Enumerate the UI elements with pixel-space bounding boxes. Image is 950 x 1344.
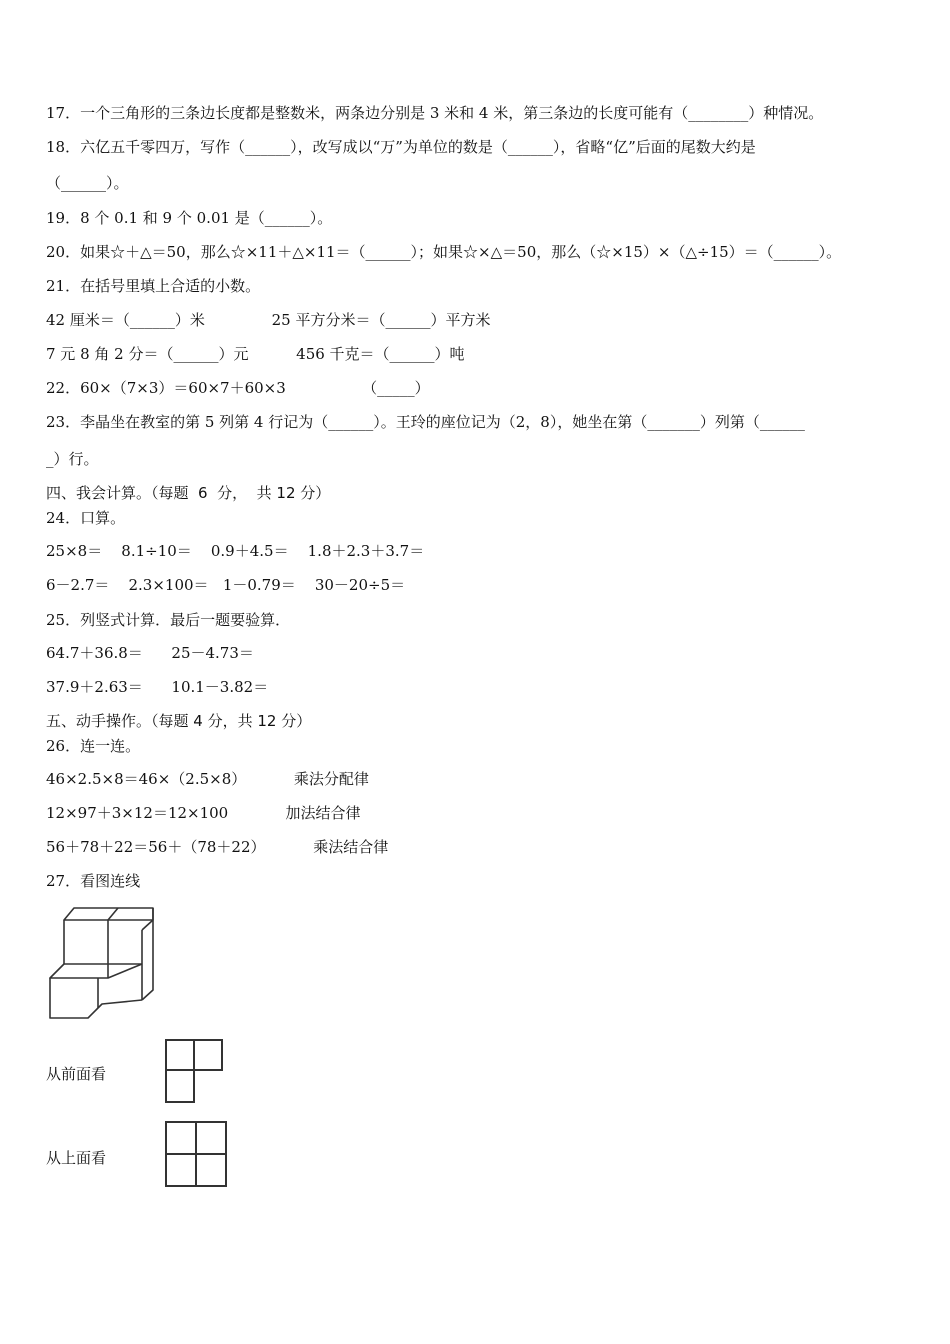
question-24: 24．口算。 xyxy=(46,509,126,527)
question-24-row-2: 6－2.7＝ 2.3×100＝ 1－0.79＝ 30－20÷5＝ xyxy=(46,576,406,594)
question-26: 26．连一连。 xyxy=(46,737,141,755)
question-18-line-2: （______）。 xyxy=(46,174,129,192)
question-25: 25．列竖式计算．最后一题要验算． xyxy=(46,611,291,629)
view-front-label: 从前面看 xyxy=(46,1065,107,1083)
question-19: 19．8 个 0.1 和 9 个 0.01 是（______）。 xyxy=(46,209,333,227)
question-26-row-3: 56＋78＋22＝56＋（78＋22） 乘法结合律 xyxy=(46,838,389,856)
question-23-line-2: _）行。 xyxy=(46,450,99,468)
question-25-row-2: 37.9＋2.63＝ 10.1－3.82＝ xyxy=(46,678,269,696)
question-21: 21．在括号里填上合适的小数。 xyxy=(46,277,261,295)
question-24-row-1: 25×8＝ 8.1÷10＝ 0.9＋4.5＝ 1.8＋2.3＋3.7＝ xyxy=(46,542,425,560)
question-26-row-1: 46×2.5×8＝46×（2.5×8） 乘法分配律 xyxy=(46,770,369,788)
front-view-figure xyxy=(162,1036,226,1106)
section-5-heading: 五、动手操作。（每题 4 分，共 12 分） xyxy=(46,712,312,730)
section-4-heading: 四、我会计算。（每题 6 分， 共 12 分） xyxy=(46,484,331,502)
question-23-line-1: 23．李晶坐在教室的第 5 列第 4 行记为（______）。王玲的座位记为（2，8），她坐在第（_______）列第（______ xyxy=(46,413,805,431)
question-21-row-2: 7 元 8 角 2 分＝（______）元 456 千克＝（______）吨 xyxy=(46,345,465,363)
question-25-row-1: 64.7＋36.8＝ 25－4.73＝ xyxy=(46,644,254,662)
top-view-figure xyxy=(162,1118,230,1190)
cube-stack-figure xyxy=(44,904,158,1022)
question-26-row-2: 12×97＋3×12＝12×100 加法结合律 xyxy=(46,804,361,822)
question-22: 22．60×（7×3）＝60×7＋60×3 （_____） xyxy=(46,379,430,397)
question-20: 20．如果☆＋△＝50，那么☆×11＋△×11＝（______）；如果☆×△＝50，那么（☆×15）×（△÷15）＝（______）。 xyxy=(46,243,842,261)
view-top-label: 从上面看 xyxy=(46,1149,107,1167)
question-18-line-1: 18．六亿五千零四万，写作（______），改写成以“万”为单位的数是（______），省略“亿”后面的尾数大约是 xyxy=(46,138,756,156)
question-17: 17．一个三角形的三条边长度都是整数米，两条边分别是 3 米和 4 米，第三条边的长度可能有（________）种情况。 xyxy=(46,104,824,122)
question-27: 27．看图连线 xyxy=(46,872,141,890)
question-21-row-1: 42 厘米＝（______）米 25 平方分米＝（______）平方米 xyxy=(46,311,491,329)
